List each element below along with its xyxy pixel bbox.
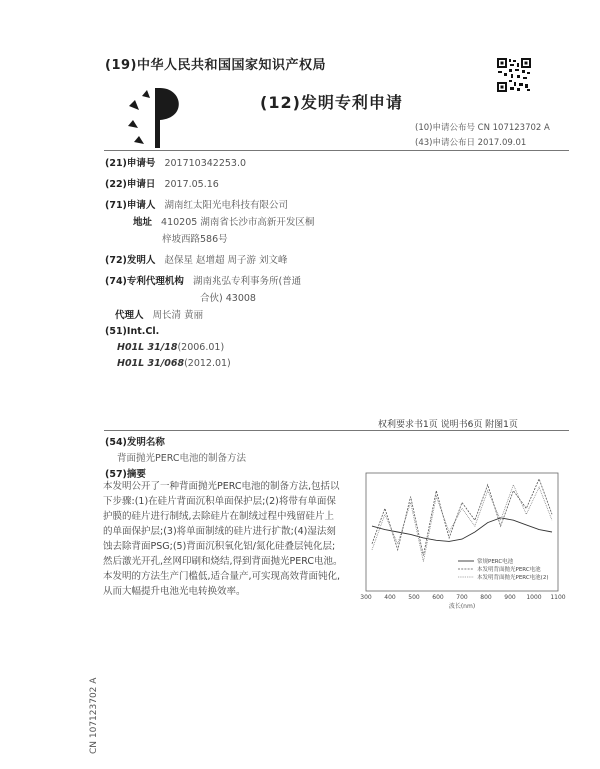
legend-label: 本发明背面抛光PERC电池 <box>477 567 541 573</box>
abstract-label: (57)摘要 <box>105 469 146 480</box>
publication-date: (43)申请公布日 2017.09.01 <box>415 138 527 148</box>
application-date: (22)申请日 2017.05.16 <box>105 179 219 190</box>
legend-label: 本发明背面抛光PERC电池(2) <box>477 575 549 581</box>
claims-info: 权利要求书1页 说明书6页 附图1页 <box>378 420 518 430</box>
address: 地址 410205 湖南省长沙市高新开发区桐 <box>133 217 315 228</box>
invention-title: 背面抛光PERC电池的制备方法 <box>117 453 246 464</box>
inventors: (72)发明人 赵保星 赵增超 周子游 刘文峰 <box>105 255 288 266</box>
agent: 代理人 周长清 黄丽 <box>115 310 204 321</box>
int-cl-2: H01L 31/068(2012.01) <box>117 358 231 369</box>
x-tick-label: 800 <box>480 594 492 601</box>
header-rule <box>104 150 569 151</box>
cnipa-logo <box>125 80 190 155</box>
qr-code <box>497 58 531 92</box>
side-publication-label: CN 107123702 A <box>89 677 99 754</box>
x-tick-label: 400 <box>384 594 396 601</box>
int-cl-label: (51)Int.Cl. <box>105 326 160 337</box>
application-number: (21)申请号 201710342253.0 <box>105 158 247 169</box>
legend-label: 常规PERC电池 <box>477 559 514 565</box>
title-label: (54)发明名称 <box>105 437 165 448</box>
address-line2: 梓坡西路586号 <box>162 234 228 245</box>
int-cl-1: H01L 31/18(2006.01) <box>117 342 225 353</box>
x-axis-label: 波长(nm) <box>448 603 476 610</box>
document-type: (12)发明专利申请 <box>260 93 403 112</box>
patent-agency: (74)专利代理机构 湖南兆弘专利事务所(普通 <box>105 276 302 287</box>
x-tick-label: 1000 <box>526 594 542 601</box>
abstract-text: 本发明公开了一种背面抛光PERC电池的制备方法,包括以下步骤:(1)在硅片背面沉积单面保护层;(2)将带有单面保护膜的硅片进行制绒,去除硅片在制绒过程中残留硅片上的单面保护层;(3)将单面制绒的硅片进行扩散;(4)湿法刻蚀去除背面PSG;(5)背面沉积氧化铝/氮化硅叠层钝化层;然后激光开孔,丝网印刷和烧结,得到背面抛光PERC电池。本发明的方法生产门槛低,适合量产,可实现高效背面钝化,从而大幅提升电池光电转换效率。 <box>103 481 343 597</box>
abstract-figure-chart <box>346 465 568 610</box>
patent-agency-line2: 合伙) 43008 <box>200 293 256 304</box>
applicant: (71)申请人 湖南红太阳光电科技有限公司 <box>105 200 288 211</box>
x-tick-label: 1100 <box>550 594 566 601</box>
x-tick-label: 900 <box>504 594 516 601</box>
plot-frame <box>366 473 558 591</box>
x-tick-label: 300 <box>360 594 372 601</box>
x-tick-label: 500 <box>408 594 420 601</box>
mid-rule <box>104 430 569 431</box>
x-tick-label: 700 <box>456 594 468 601</box>
publication-number: (10)申请公布号 CN 107123702 A <box>415 123 550 133</box>
office-name: (19)中华人民共和国国家知识产权局 <box>105 58 326 73</box>
x-tick-label: 600 <box>432 594 444 601</box>
